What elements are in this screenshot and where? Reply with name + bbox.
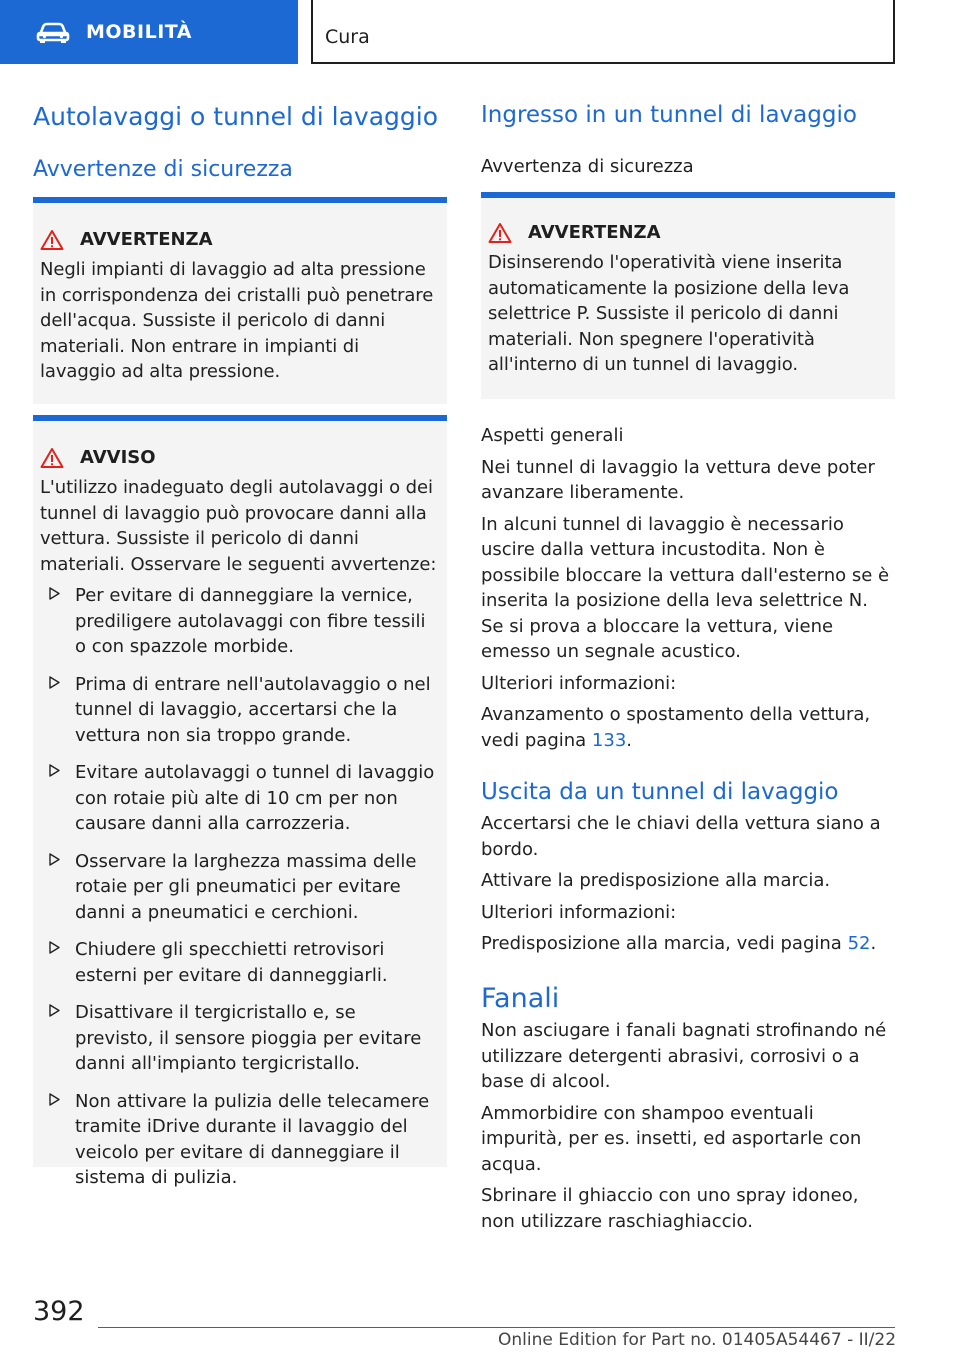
triangle-bullet-icon <box>49 676 60 689</box>
tunnel-warning-label: AVVERTENZA <box>528 222 661 243</box>
footer-divider <box>98 1327 895 1328</box>
list-item: Evitare autolavaggi o tunnel di lavaggio con rotaie più alte di 10 cm per non causare danni alla carrozzeria. <box>40 760 439 837</box>
section-tab-label: MOBILITÀ <box>86 21 192 43</box>
general-heading: Aspetti generali <box>481 425 624 446</box>
section-title-tunnel-exit: Uscita da un tunnel di lavaggio <box>481 779 839 805</box>
notice-box-title <box>40 445 439 471</box>
triangle-bullet-icon <box>49 941 60 954</box>
general-paragraph: Ulteriori informazioni: <box>481 672 677 694</box>
page-link-52[interactable]: 52 <box>847 933 871 954</box>
triangle-bullet-icon <box>49 1093 60 1106</box>
general-section <box>481 423 895 759</box>
warning-box-title <box>40 227 439 253</box>
triangle-bullet-icon <box>49 853 60 866</box>
notice-box <box>33 415 447 1188</box>
warning-triangle-icon <box>40 447 64 469</box>
exit-paragraph: Attivare la predisposizione alla marcia. <box>481 870 831 891</box>
list-item: Per evitare di danneggiare la vernice, prediligere autolavaggi con fibre tessili o con spazzole morbide. <box>40 583 439 660</box>
tunnel-warning-box <box>481 192 895 399</box>
general-paragraph: Nei tunnel di lavaggio la vettura deve poter avanzare liberamente. <box>481 456 875 503</box>
chapter-title: Cura <box>325 26 370 48</box>
chapter-header <box>311 0 895 64</box>
triangle-bullet-icon <box>49 587 60 600</box>
section-title-lights: Fanali <box>481 983 560 1014</box>
car-icon <box>36 21 70 43</box>
subtitle-safety-notes: Avvertenze di sicurezza <box>33 157 293 182</box>
lights-section <box>481 982 895 1240</box>
notice-text: L'utilizzo inadeguato degli autolavaggi o dei tunnel di lavaggio può provocare danni alla vettura. Sussiste il pericolo di danni materiali. Osservare le seguenti avvertenze: <box>40 477 437 575</box>
list-item: Disattivare il tergicristallo e, se previsto, il sensore pioggia per evitare danni all'impianto tergicristallo. <box>40 1000 439 1077</box>
section-tab[interactable] <box>0 0 298 64</box>
lights-paragraph: Sbrinare il ghiaccio con uno spray idoneo, non utilizzare raschiaghiaccio. <box>481 1185 859 1232</box>
warning-text: Negli impianti di lavaggio ad alta pressione in corrispondenza dei cristalli può penetrare dell'acqua. Sussiste il pericolo di danni materiali. Non entrare in impianti di lavaggio ad alta pressione. <box>40 259 434 382</box>
section-title-car-wash: Autolavaggi o tunnel di lavaggio <box>33 102 439 131</box>
lights-paragraph: Ammorbidire con shampoo eventuali impurità, per es. insetti, ed asportarle con acqua. <box>481 1102 862 1175</box>
exit-paragraph: Accertarsi che le chiavi della vettura siano a bordo. <box>481 813 881 860</box>
warning-box <box>33 197 447 404</box>
warning-triangle-icon <box>488 222 512 244</box>
list-item: Prima di entrare nell'autolavaggio o nel tunnel di lavaggio, accertarsi che la vettura non sia troppo grande. <box>40 672 439 749</box>
lights-paragraph: Non asciugare i fanali bagnati strofinando né utilizzare detergenti abrasivi, corrosivi o a base di alcool. <box>481 1020 887 1092</box>
notice-label: AVVISO <box>80 447 156 468</box>
warning-triangle-icon <box>40 229 64 251</box>
page-link-133[interactable]: 133 <box>591 729 627 751</box>
subtitle-safety-note: Avvertenza di sicurezza <box>481 156 694 177</box>
section-title-tunnel-entry: Ingresso in un tunnel di lavaggio <box>481 102 857 128</box>
footer-edition: Online Edition for Part no. 01405A54467 - II/22 <box>498 1330 897 1350</box>
tunnel-warning-text: Disinserendo l'operatività viene inserita automaticamente la posizione della leva selettrice P. Sussiste il pericolo di danni materiali. Non spegnere l'operatività all'interno di un tunnel di lavaggio. <box>488 252 850 375</box>
triangle-bullet-icon <box>49 764 60 777</box>
exit-section <box>481 778 895 963</box>
list-item: Chiudere gli specchietti retrovisori esterni per evitare di danneggiarli. <box>40 937 439 988</box>
list-item: Non attivare la pulizia delle telecamere tramite iDrive durante il lavaggio del veicolo per evitare di danneggiare il sistema di pulizia. <box>40 1089 439 1191</box>
tunnel-warning-title <box>488 220 887 246</box>
general-paragraph: In alcuni tunnel di lavaggio è necessario uscire dalla vettura incustodita. Non è possibile bloccare la vettura dall'esterno se è inserita la posizione della leva selettrice N. Se si prova a bloccare la vettura, viene emesso un segnale acustico. <box>481 513 890 662</box>
warning-label: AVVERTENZA <box>80 229 213 250</box>
list-item: Osservare la larghezza massima delle rotaie per gli pneumatici per evitare danni a pneumatici e cerchioni. <box>40 849 439 926</box>
exit-paragraph: Ulteriori informazioni: <box>481 901 677 923</box>
page-number: 392 <box>33 1296 85 1327</box>
exit-paragraph: Predisposizione alla marcia, vedi pagina 52. <box>481 933 877 954</box>
general-paragraph: Avanzamento o spostamento della vettura, vedi pagina 133. <box>481 704 871 751</box>
triangle-bullet-icon <box>49 1004 60 1017</box>
notice-list <box>40 583 439 1191</box>
